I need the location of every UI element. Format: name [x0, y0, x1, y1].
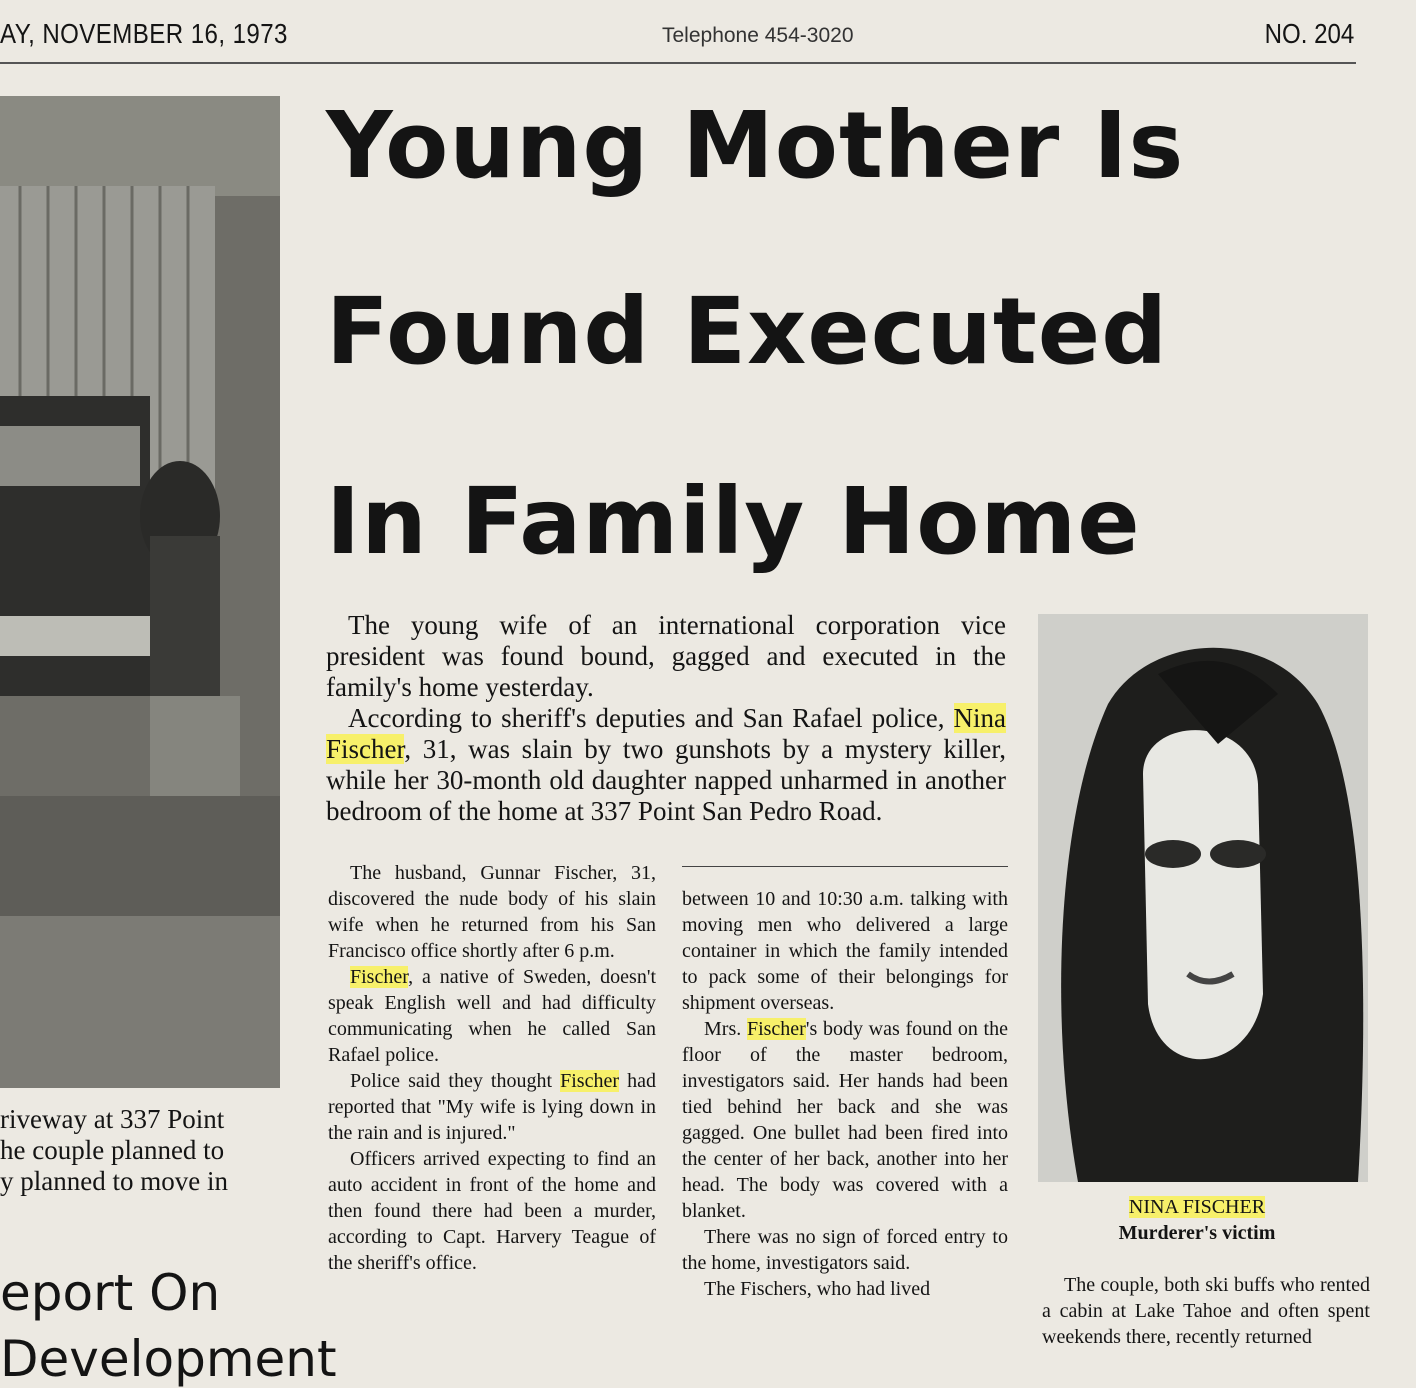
caption-left-line: riveway at 337 Point: [0, 1104, 225, 1134]
article-column-3: [1042, 1272, 1370, 1350]
article-paragraph: There was no sign of forced entry to the home, investigators said.: [682, 1226, 1008, 1274]
caption-left-line: he couple planned to: [0, 1135, 225, 1165]
lead-text: [326, 610, 1006, 827]
highlighted-name: Nina Fischer: [326, 703, 1006, 764]
article-paragraph: The couple, both ski buffs who rented a cabin at Lake Tahoe and often spent weekends there, recently returned: [1042, 1274, 1370, 1348]
article-column-1: [328, 860, 656, 1276]
masthead: [0, 0, 1416, 66]
portrait-caption-subtitle: Murderer's victim: [1118, 1222, 1276, 1244]
lead-text-span: , 31, was slain by two gunshots by a mystery killer, while her 30-month old daughter napped unharmed in another bedroom of the home at 337 Point San Pedro Road.: [326, 734, 1006, 826]
masthead-rule: [0, 62, 1356, 64]
article-paragraph: [328, 1068, 656, 1146]
article-paragraph: between 10 and 10:30 a.m. talking with moving men who delivered a large container in which the family intended to pack some of their belongings for shipment overseas.: [682, 888, 1008, 1014]
column-rule: [682, 866, 1008, 867]
masthead-issue-number: NO. 204: [1264, 18, 1354, 49]
article-paragraph: Officers arrived expecting to find an auto accident in front of the home and then found there had been a murder, according to Capt. Harvery Teague of the sheriff's office.: [328, 1148, 656, 1274]
article-text-span: Mrs.: [704, 1018, 747, 1040]
article-paragraph: The husband, Gunnar Fischer, 31, discovered the nude body of his slain wife when he returned from his San Francisco office shortly after 6 p.m.: [328, 862, 656, 962]
side-headline-line1: eport On: [0, 1264, 221, 1322]
photo-caption-left: [0, 1104, 280, 1197]
masthead-date: AY, NOVEMBER 16, 1973: [0, 18, 288, 49]
lead-text-span: According to sheriff's deputies and San Rafael police,: [348, 703, 954, 733]
article-paragraph: [328, 964, 656, 1068]
headline-line2: Found Executed: [326, 278, 1169, 385]
lead-paragraph: [326, 703, 1006, 827]
driveway-photo-image: [0, 96, 280, 1088]
portrait-caption-name: [1038, 1196, 1356, 1219]
lead-paragraph: The young wife of an international corporation vice president was found bound, gagged and executed in the family's home yesterday.: [326, 610, 1006, 702]
caption-left-line: y planned to move in: [0, 1166, 228, 1196]
driveway-photo: [0, 96, 280, 1088]
article-column-2: [682, 886, 1008, 1302]
article-text-span: had reported that "My wife is lying down in the rain and is injured.": [328, 1070, 656, 1144]
highlighted-name: NINA FISCHER: [1128, 1196, 1266, 1218]
article-paragraph: The Fischers, who had lived: [704, 1278, 931, 1300]
victim-portrait-image: [1038, 614, 1368, 1182]
highlighted-name: Fischer: [350, 966, 409, 988]
article-paragraph: [682, 1016, 1008, 1224]
highlighted-name: Fischer: [746, 1018, 806, 1040]
highlighted-name: Fischer: [560, 1070, 620, 1092]
article-text-span: , a native of Sweden, doesn't speak English well and had difficulty communicating when he called San Rafael police.: [328, 966, 656, 1066]
victim-portrait-photo: [1038, 614, 1368, 1182]
article-text-span: 's body was found on the floor of the master bedroom, investigators said. Her hands had been tied behind her back and she was gagged. One bullet had been fired into the center of her back, another into her head. The body was covered with a blanket.: [682, 1018, 1008, 1222]
headline-line3: In Family Home: [326, 468, 1141, 575]
article-text-span: Police said they thought: [350, 1070, 561, 1092]
side-headline-line2: Development: [0, 1330, 337, 1388]
masthead-telephone: Telephone 454-3020: [662, 24, 854, 47]
headline-line1: Young Mother Is: [326, 92, 1185, 199]
